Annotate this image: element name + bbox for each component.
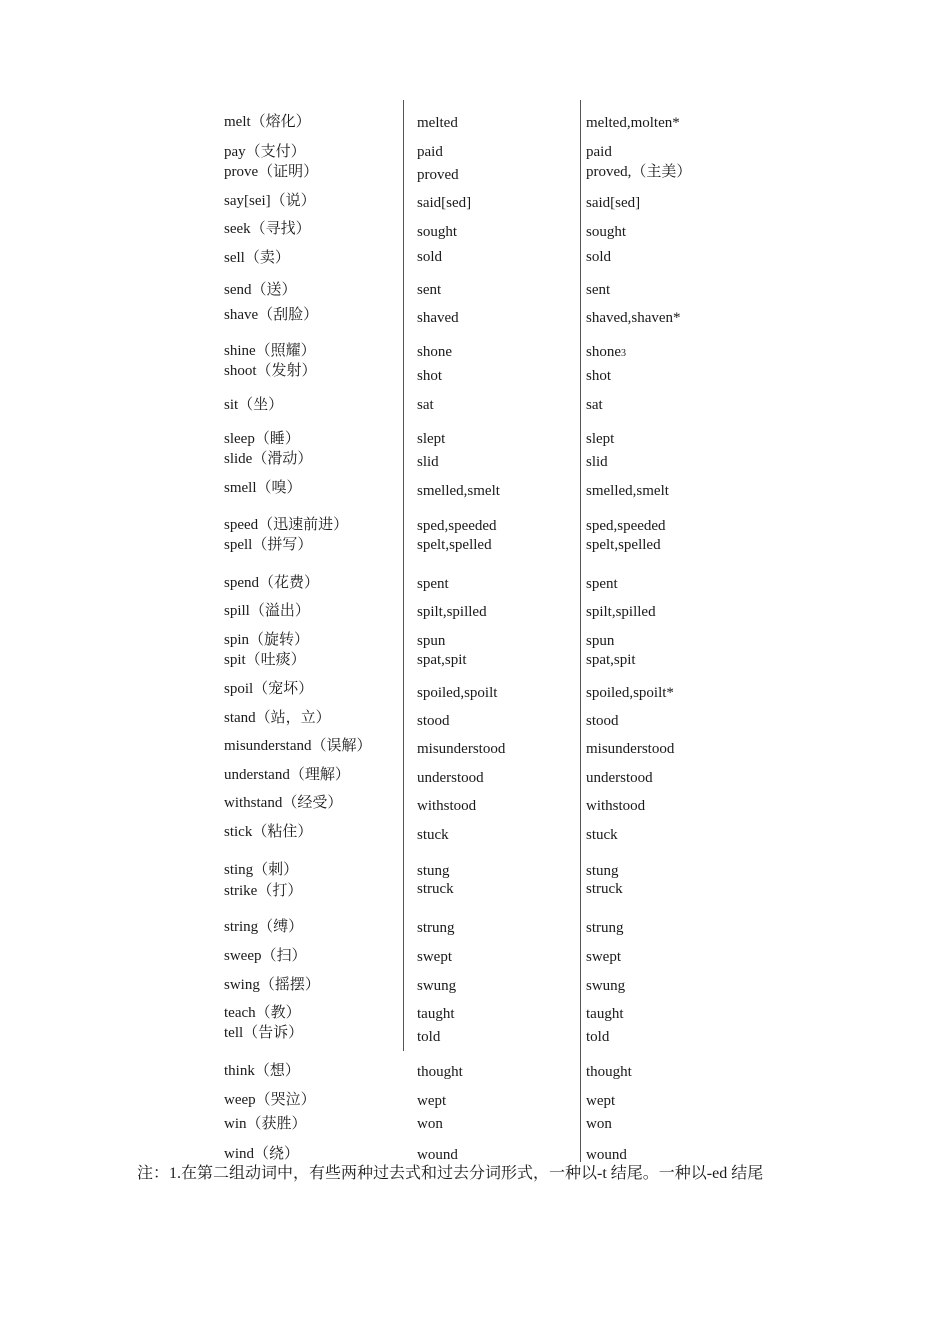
past-participle: stuck (586, 827, 618, 843)
past-participle: shot (586, 368, 612, 384)
past-participle: spat,spit (586, 652, 636, 668)
base-form: weep（哭泣） (224, 1092, 316, 1108)
column-divider (580, 100, 581, 1162)
base-form: spit（吐痰） (224, 652, 306, 668)
footnote: 注：1.在第二组动词中，有些两种过去式和过去分词形式，一种以-t 结尾。一种以-ed 结尾 (137, 1165, 764, 1182)
past-participle: shone3 (586, 344, 626, 360)
base-form: seek（寻找） (224, 221, 311, 237)
past-participle: paid (586, 144, 612, 160)
past-tense: spelt,spelled (417, 537, 492, 553)
past-participle: said[sed] (586, 195, 641, 211)
past-participle: told (586, 1029, 610, 1045)
base-form: tell（告诉） (224, 1025, 304, 1041)
past-tense: strung (417, 920, 455, 936)
past-tense: proved (417, 167, 459, 183)
past-participle: shaved,shaven* (586, 310, 681, 326)
past-tense: melted (417, 115, 458, 131)
past-tense: thought (417, 1064, 463, 1080)
past-tense: stuck (417, 827, 449, 843)
base-form: send（送） (224, 282, 297, 298)
past-participle: won (586, 1116, 612, 1132)
past-tense: misunderstood (417, 741, 506, 757)
past-tense: shone (417, 344, 452, 360)
past-tense: sat (417, 397, 434, 413)
base-form: sleep（睡） (224, 431, 300, 447)
past-participle: sent (586, 282, 611, 298)
past-participle: struck (586, 881, 623, 897)
past-tense: understood (417, 770, 484, 786)
past-tense: smelled,smelt (417, 483, 500, 499)
past-participle: thought (586, 1064, 632, 1080)
past-tense: wept (417, 1093, 447, 1109)
past-tense: told (417, 1029, 441, 1045)
past-tense: sold (417, 249, 443, 265)
past-tense: stung (417, 863, 450, 879)
base-form: spoil（宠坏） (224, 681, 314, 697)
past-participle: misunderstood (586, 741, 675, 757)
base-form: sting（刺） (224, 862, 299, 878)
base-form: think（想） (224, 1063, 300, 1079)
past-tense: swung (417, 978, 457, 994)
base-form: sweep（扫） (224, 948, 307, 964)
past-participle: strung (586, 920, 624, 936)
past-participle: stung (586, 863, 619, 879)
past-participle: swept (586, 949, 621, 965)
past-tense: shaved (417, 310, 459, 326)
base-form: swing（摇摆） (224, 977, 320, 993)
base-form: sell（卖） (224, 250, 290, 266)
base-form: string（缚） (224, 919, 304, 935)
base-form: spin（旋转） (224, 632, 310, 648)
past-tense: struck (417, 881, 454, 897)
past-participle: slid (586, 454, 608, 470)
past-tense: spoiled,spoilt (417, 685, 498, 701)
past-participle: spelt,spelled (586, 537, 661, 553)
past-tense: sent (417, 282, 442, 298)
base-form: teach（教） (224, 1005, 301, 1021)
base-form: shoot（发射） (224, 363, 317, 379)
base-form: strike（打） (224, 883, 303, 899)
past-participle: sped,speeded (586, 518, 666, 534)
base-form: stand（站，立） (224, 710, 331, 726)
past-tense: stood (417, 713, 450, 729)
base-form: speed（迅速前进） (224, 517, 349, 533)
past-participle: wound (586, 1147, 627, 1163)
past-tense: swept (417, 949, 452, 965)
past-tense: wound (417, 1147, 458, 1163)
base-form: stick（粘住） (224, 824, 313, 840)
past-tense: spun (417, 633, 446, 649)
past-participle: wept (586, 1093, 616, 1109)
past-participle: sat (586, 397, 603, 413)
past-tense: slid (417, 454, 439, 470)
past-participle: spilt,spilled (586, 604, 656, 620)
past-tense: spent (417, 576, 449, 592)
base-form: spill（溢出） (224, 603, 310, 619)
past-participle: slept (586, 431, 615, 447)
past-participle: spoiled,spoilt* (586, 685, 674, 701)
past-participle: spent (586, 576, 618, 592)
base-form: shave（刮脸） (224, 307, 319, 323)
past-participle: stood (586, 713, 619, 729)
base-form: understand（理解） (224, 767, 350, 783)
base-form: spell（拼写） (224, 537, 313, 553)
past-tense: taught (417, 1006, 455, 1022)
past-tense: said[sed] (417, 195, 472, 211)
past-tense: spat,spit (417, 652, 467, 668)
past-participle: swung (586, 978, 626, 994)
past-tense: slept (417, 431, 446, 447)
superscript-mark: 3 (621, 348, 626, 359)
base-form: shine（照耀） (224, 343, 316, 359)
base-form: misunderstand（误解） (224, 738, 372, 754)
past-participle: withstood (586, 798, 646, 814)
past-participle: taught (586, 1006, 624, 1022)
base-form: prove（证明） (224, 164, 319, 180)
base-form: sit（坐） (224, 397, 284, 413)
past-participle: spun (586, 633, 615, 649)
base-form: win（获胜） (224, 1116, 307, 1132)
past-participle: sought (586, 224, 627, 240)
past-tense: sought (417, 224, 458, 240)
column-divider (403, 100, 404, 1051)
past-participle: sold (586, 249, 612, 265)
past-tense: sped,speeded (417, 518, 497, 534)
past-tense: spilt,spilled (417, 604, 487, 620)
base-form: wind（绕） (224, 1146, 300, 1162)
past-participle: smelled,smelt (586, 483, 669, 499)
past-participle: proved,（主美） (586, 164, 692, 180)
past-tense: paid (417, 144, 443, 160)
base-form: say[sei]（说） (224, 193, 316, 209)
base-form: spend（花费） (224, 575, 319, 591)
past-tense: withstood (417, 798, 477, 814)
base-form: withstand（经受） (224, 795, 343, 811)
past-tense: won (417, 1116, 443, 1132)
base-form: pay（支付） (224, 144, 306, 160)
base-form: smell（嗅） (224, 480, 302, 496)
base-form: slide（滑动） (224, 451, 313, 467)
past-participle: understood (586, 770, 653, 786)
past-tense: shot (417, 368, 443, 384)
past-participle: melted,molten* (586, 115, 680, 131)
base-form: melt（熔化） (224, 114, 311, 130)
